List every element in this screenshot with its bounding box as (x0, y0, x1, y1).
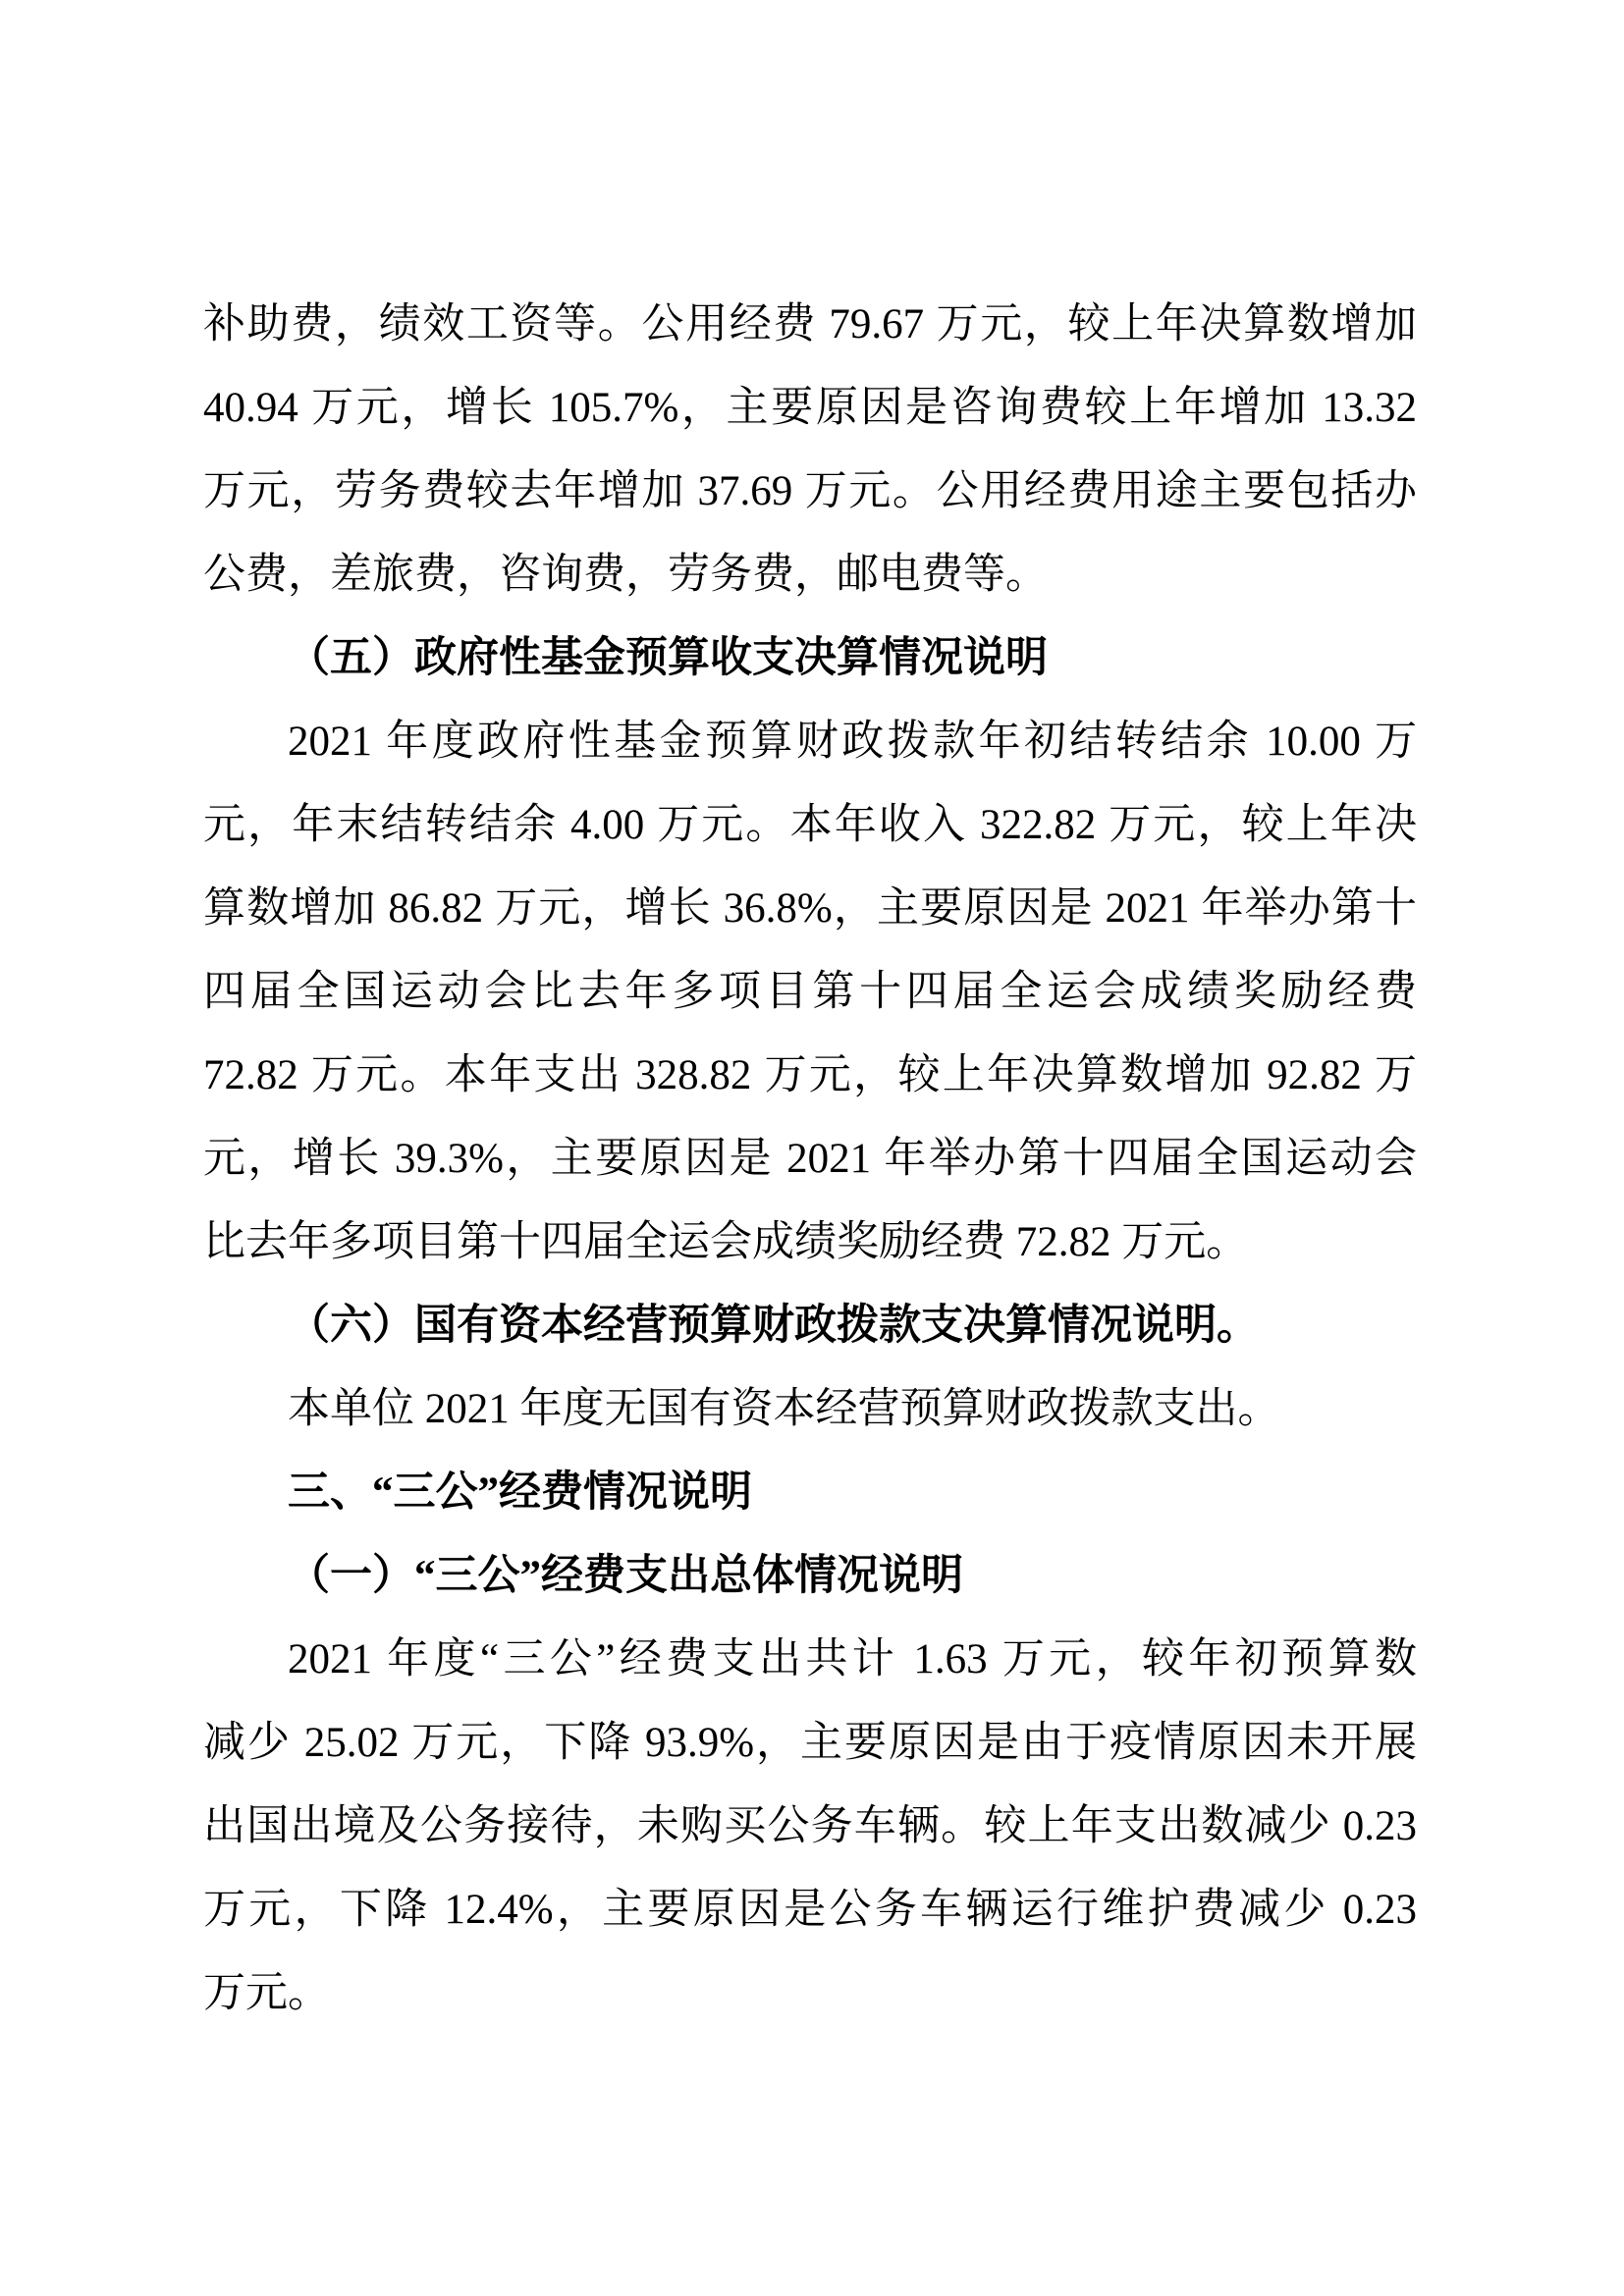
body-line: 万元。 (203, 1970, 330, 2016)
body-line: 40.94 万元，增长 105.7%，主要原因是咨询费较上年增加 13.32 (203, 385, 1417, 431)
body-line: 万元，劳务费较去年增加 37.69 万元。公用经费用途主要包括办 (203, 468, 1417, 514)
body-line: 减少 25.02 万元，下降 93.9%，主要原因是由于疫情原因未开展 (203, 1720, 1417, 1766)
body-line: 本单位 2021 年度无国有资本经营预算财政拨款支出。 (288, 1386, 1280, 1432)
body-line: 出国出境及公务接待，未购买公务车辆。较上年支出数减少 0.23 (203, 1803, 1417, 1849)
body-line: 2021 年度“三公”经费支出共计 1.63 万元，较年初预算数 (288, 1636, 1417, 1682)
heading-line: （一）“三公”经费支出总体情况说明 (288, 1553, 963, 1599)
body-line: 72.82 万元。本年支出 328.82 万元，较上年决算数增加 92.82 万 (203, 1052, 1417, 1098)
body-line: 元，年末结转结余 4.00 万元。本年收入 322.82 万元，较上年决 (203, 802, 1417, 848)
body-line: 四届全国运动会比去年多项目第十四届全运会成绩奖励经费 (203, 969, 1417, 1015)
body-line: 算数增加 86.82 万元，增长 36.8%，主要原因是 2021 年举办第十 (203, 885, 1417, 932)
body-line: 万元，下降 12.4%，主要原因是公务车辆运行维护费减少 0.23 (203, 1887, 1417, 1933)
body-line: 2021 年度政府性基金预算财政拨款年初结转结余 10.00 万 (288, 719, 1417, 765)
heading-line: （六）国有资本经营预算财政拨款支决算情况说明。 (288, 1303, 1259, 1349)
body-line: 比去年多项目第十四届全运会成绩奖励经费 72.82 万元。 (203, 1219, 1249, 1265)
heading-line: 三、“三公”经费情况说明 (288, 1469, 752, 1516)
body-line: 元，增长 39.3%，主要原因是 2021 年举办第十四届全国运动会 (203, 1136, 1417, 1182)
body-line: 公费，差旅费，咨询费，劳务费，邮电费等。 (203, 552, 1048, 598)
document-body (203, 283, 1417, 2035)
heading-line: （五）政府性基金预算收支决算情况说明 (288, 635, 1048, 681)
body-line: 补助费，绩效工资等。公用经费 79.67 万元，较上年决算数增加 (203, 301, 1417, 347)
